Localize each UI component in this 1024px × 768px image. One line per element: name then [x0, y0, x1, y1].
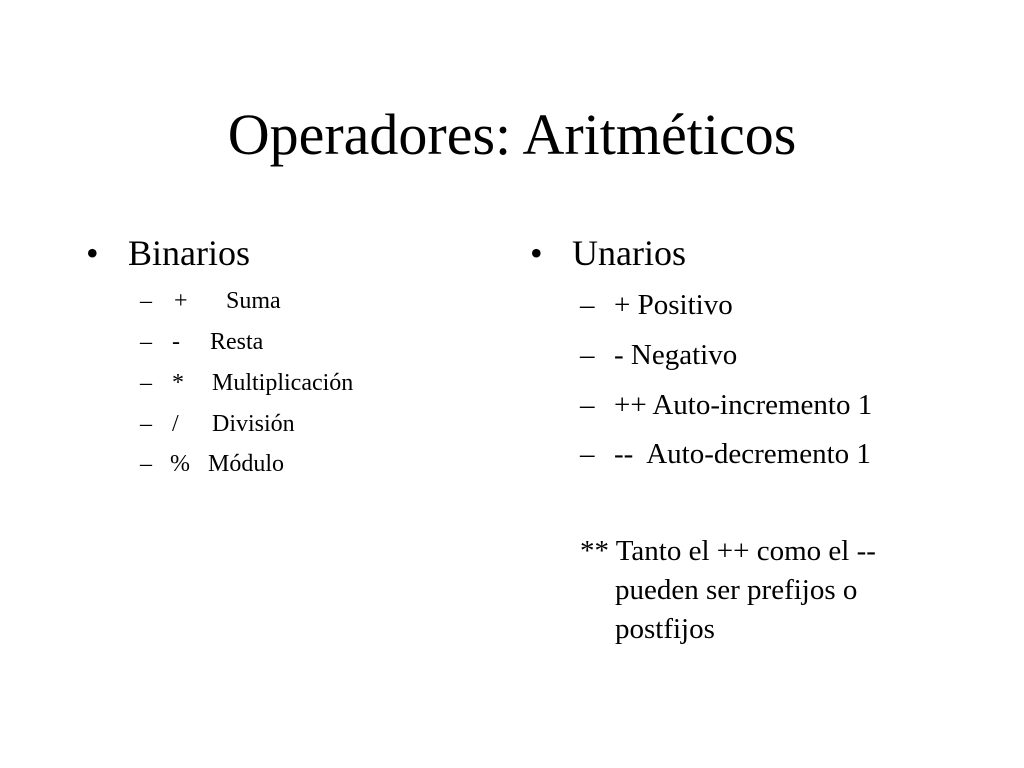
dash-icon: – — [580, 339, 595, 371]
list-item-modulo — [140, 449, 460, 479]
operator-label: Resta — [210, 329, 264, 355]
operator-symbol: % — [170, 451, 190, 477]
dash-icon: – — [140, 451, 152, 477]
dash-icon: – — [580, 389, 595, 421]
list-item-suma — [140, 286, 460, 316]
unary-label: ++ Auto-incremento 1 — [614, 389, 873, 421]
note-line: postfijos — [615, 613, 715, 645]
unary-label: -- Auto-decremento 1 — [614, 438, 871, 470]
operator-label: División — [212, 411, 295, 437]
list-item-auto-decremento — [580, 436, 960, 472]
bullet-heading: Binarios — [128, 233, 250, 273]
note-line: ** Tanto el ++ como el -- — [580, 535, 876, 567]
operator-symbol: / — [172, 411, 179, 437]
note-text — [580, 532, 995, 649]
list-item-division — [140, 409, 460, 439]
list-item-negativo — [580, 337, 960, 373]
bullet-dot-icon: • — [530, 233, 543, 273]
operator-symbol: + — [174, 288, 188, 314]
bullet-dot-icon: • — [86, 233, 99, 273]
operator-label: Multiplicación — [212, 370, 354, 396]
operator-label: Módulo — [208, 451, 285, 477]
operator-label: Suma — [226, 288, 281, 314]
unary-label: + Positivo — [614, 289, 733, 321]
note-line: pueden ser prefijos o — [615, 574, 858, 606]
dash-icon: – — [580, 289, 595, 321]
dash-icon: – — [140, 288, 152, 314]
list-item-multiplicacion — [140, 368, 460, 398]
list-item-auto-incremento — [580, 387, 960, 423]
dash-icon: – — [580, 438, 595, 470]
bullet-heading: Unarios — [572, 233, 686, 273]
list-item-resta — [140, 327, 460, 357]
unary-label: - Negativo — [614, 339, 738, 371]
dash-icon: – — [140, 370, 152, 396]
dash-icon: – — [140, 329, 152, 355]
list-item-positivo — [580, 287, 960, 323]
bullet-binarios — [86, 231, 250, 275]
bullet-unarios — [530, 231, 686, 275]
dash-icon: – — [140, 411, 152, 437]
slide-title: Operadores: Aritméticos — [227, 102, 797, 167]
operator-symbol: - — [172, 329, 180, 355]
operator-symbol: * — [172, 370, 184, 396]
